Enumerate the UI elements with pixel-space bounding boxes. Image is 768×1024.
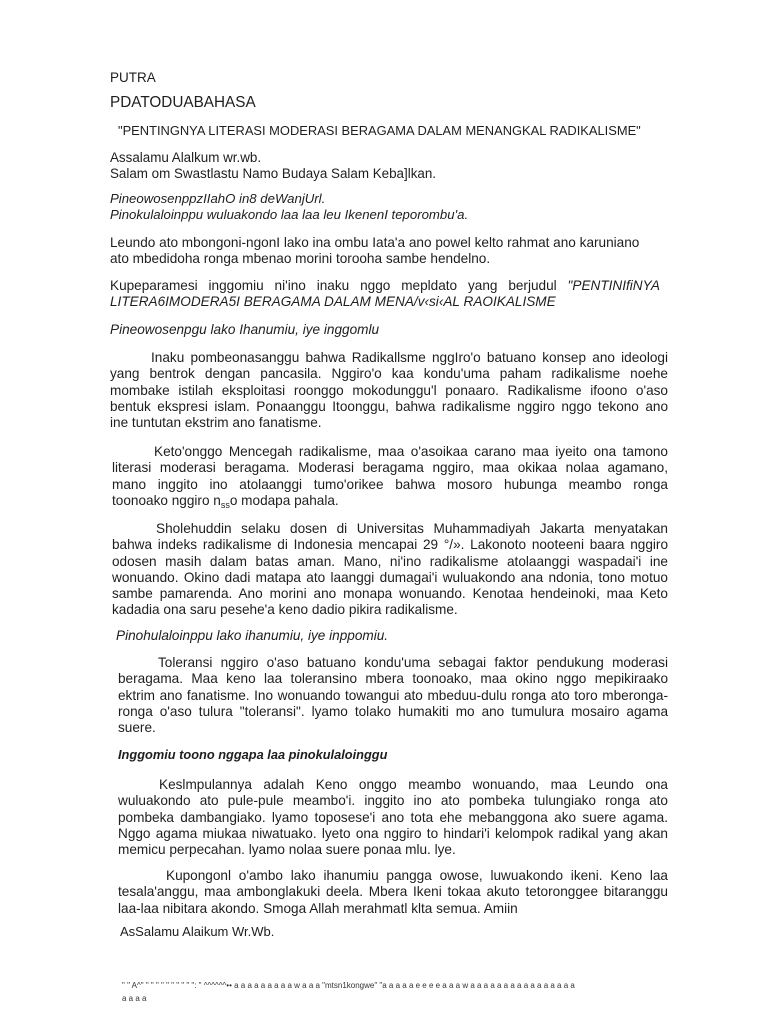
paragraph-line: memicu perpecahan. lyamo nolaa suere ponaa mlu. lye.	[118, 842, 456, 858]
paragraph-line: ato mbedidoha ronga mbenao morini torooha sambe hendelno.	[110, 251, 491, 266]
speech-title: "PENTINGNYA LITERASI MODERASI BERAGAMA DALAM MENANGKAL RADIKALISME"	[118, 123, 641, 138]
paragraph-line: suere.	[118, 720, 156, 736]
body-paragraph	[118, 777, 668, 858]
paragraph-line: mano inggito ino atolaanggi tumo'orikee bahwa mosoro hubunga meambo ronga	[112, 476, 668, 492]
greeting-line: Salam om Swastlastu Namo Budaya Salam Keba]lkan.	[110, 165, 436, 181]
footer-artifact-line: " " A^" " " " " " " " " " ": " ^^^^^^•• a a a a a a a a a w a a a "mtsn1kongwe" "a a a a a e e e e a a a w a a a a a a a a a a a a a a a a	[122, 981, 575, 990]
paragraph-line: mombake istilah eksploitasi roonggo mokodunggu'l ponaaro. Radikalisme ifoono o'aso	[110, 382, 668, 398]
document-category: PDATODUABAHASA	[110, 94, 256, 111]
footer-artifact-line: a a a a	[122, 994, 147, 1003]
paragraph-line: Keslmpulannya adalah Keno onggo meambo wonuando, maa Leundo ona	[159, 777, 668, 792]
paragraph-line: Inaku pombeonasanggu bahwa Radikallsme nggIro'o batuano konsep ano ideologi	[151, 350, 668, 365]
paragraph-line: kadadia ona saru pesehe'a keno dadio pikira radikalisme.	[112, 602, 458, 618]
paragraph-line: tesala'anggu, maa ambonglakuki deela. Mbera Ikeni tokaa akuto tetoronggee bitaranggu	[118, 884, 668, 900]
audience-address: Pinohulaloinppu lako ihanumiu, iye inppomiu.	[116, 628, 389, 643]
greeting	[110, 150, 436, 181]
paragraph-line: Leundo ato mbongoni-ngonI lako ina ombu Iata'a ano powel kelto rahmat ano karuniano	[110, 235, 640, 250]
paragraph-line: wonuando. Okino dadi matapa ato laanggi dumagai'i wuluakondo ana ndonia, tono motuo	[112, 569, 668, 585]
body-paragraph	[118, 868, 668, 917]
paragraph-line: ine tuntutan ekstrim ano fanatisme.	[110, 415, 322, 431]
paragraph-line: sambe pamarenda. Ano morini ano monapa wonuando. Kenotaa hendeinoki, maa Keto	[112, 586, 668, 602]
speech-title-part: "PENTINIfiNYA	[567, 278, 660, 293]
paragraph-line	[112, 493, 668, 510]
salutation-line: PineowosenppzIIahO in8 deWanjUrl.	[110, 191, 326, 206]
paragraph-line: pombeka dambangiako. lyamo toposese'i ano tota ehe mebanggona ako suere agama.	[118, 809, 668, 825]
introduction-paragraph	[110, 278, 660, 310]
speech-title-part: LITERA6IMODERA5I BERAGAMA DALAM MENA/v‹si‹AL RAOIKALISME	[110, 294, 556, 309]
salutation-line: Pinokulaloinppu wuluakondo laa laa leu IkenenI teporombu'a.	[110, 206, 469, 222]
audience-address: Pineowosenpgu lako Ihanumiu, iye inggomlu	[110, 322, 380, 337]
line-text: toonoako nggiro n	[112, 492, 221, 508]
body-paragraph	[112, 521, 668, 619]
paragraph-line: Keto'onggo Mencegah radikalisme, maa o'asoikaa carano maa iyeito ona tamono	[154, 444, 668, 459]
paragraph-line: Kupongonl o'ambo lako ihanumiu pangga owose, luwuakondo ikeni. Keno laa	[166, 868, 668, 883]
paragraph-line: ektrim ano fanatisme. Ino wonuando towangui ato mbeduu-dulu ronga ato toro mberonga-	[118, 687, 668, 703]
paragraph-line: bentuk ekspresi islam. Ponaanggu Itoonggu, bahwa radikalisme nggiro nggo tekono ano	[110, 398, 668, 414]
paragraph-line: odosen masih dalam batas aman. Mano, ni'ino radikalisme atolaanggi waspadai'i ine	[112, 553, 668, 569]
closing-greeting: AsSalamu Alaikum Wr.Wb.	[120, 924, 275, 939]
paragraph-line: Nggo agama miukaa niwatuako. lyeto ona nggiro to hindari'i kelompok radikal yang akan	[118, 825, 668, 841]
opening-paragraph	[110, 235, 668, 267]
paragraph-line: bahwa indeks radikalisme di Indonesia mencapai 29 °/». Lakonoto nooteeni baara nggiro	[112, 537, 668, 553]
introduction-text: Kupeparamesi inggomiu ni'ino inaku nggo mepldato yang berjudul	[110, 278, 568, 293]
body-paragraph	[118, 655, 668, 736]
greeting-line: Assalamu Alalkum wr.wb.	[110, 150, 262, 165]
footer-artifact	[122, 979, 575, 1005]
line-text: o modapa pahala.	[229, 492, 339, 508]
body-paragraph	[112, 444, 668, 510]
salutation	[110, 191, 468, 222]
paragraph-line: Sholehuddin selaku dosen di Universitas Muhammadiyah Jakarta menyatakan	[156, 521, 668, 536]
paragraph-line: literasi moderasi beragama. Moderasi beragama nggiro, maa okikaa nolaa agamano,	[112, 460, 668, 476]
paragraph-line	[110, 278, 660, 294]
paragraph-line: laa-laa nibitara akondo. Smoga Allah merahmatl klta semua. Amiin	[118, 900, 518, 916]
paragraph-line: beragama. Maa keno laa toleransino mbera toonoako, maa okino nggo mepikiraako	[118, 671, 668, 687]
author-name: PUTRA	[110, 70, 156, 85]
body-paragraph	[110, 350, 668, 431]
subscript-text: ss	[220, 499, 230, 510]
paragraph-line: Toleransi nggiro o'aso batuano kondu'uma sebagai faktor pendukung moderasi	[158, 655, 668, 670]
section-heading: Inggomiu toono nggapa laa pinokulaloinggu	[118, 747, 388, 762]
paragraph-line: yang bentrok dengan pancasila. Nggiro'o kaa kondu'uma paham radikalisme noehe	[110, 366, 668, 382]
paragraph-line: ronga o'aso tulura "toleransi". lyamo tolako humakiti mo ano tumulura mosairo agama	[118, 703, 668, 719]
paragraph-line: wuluakondo ato pule-pule meambo'i. inggito ino ato pombeka tulungiako ronga ato	[118, 793, 668, 809]
